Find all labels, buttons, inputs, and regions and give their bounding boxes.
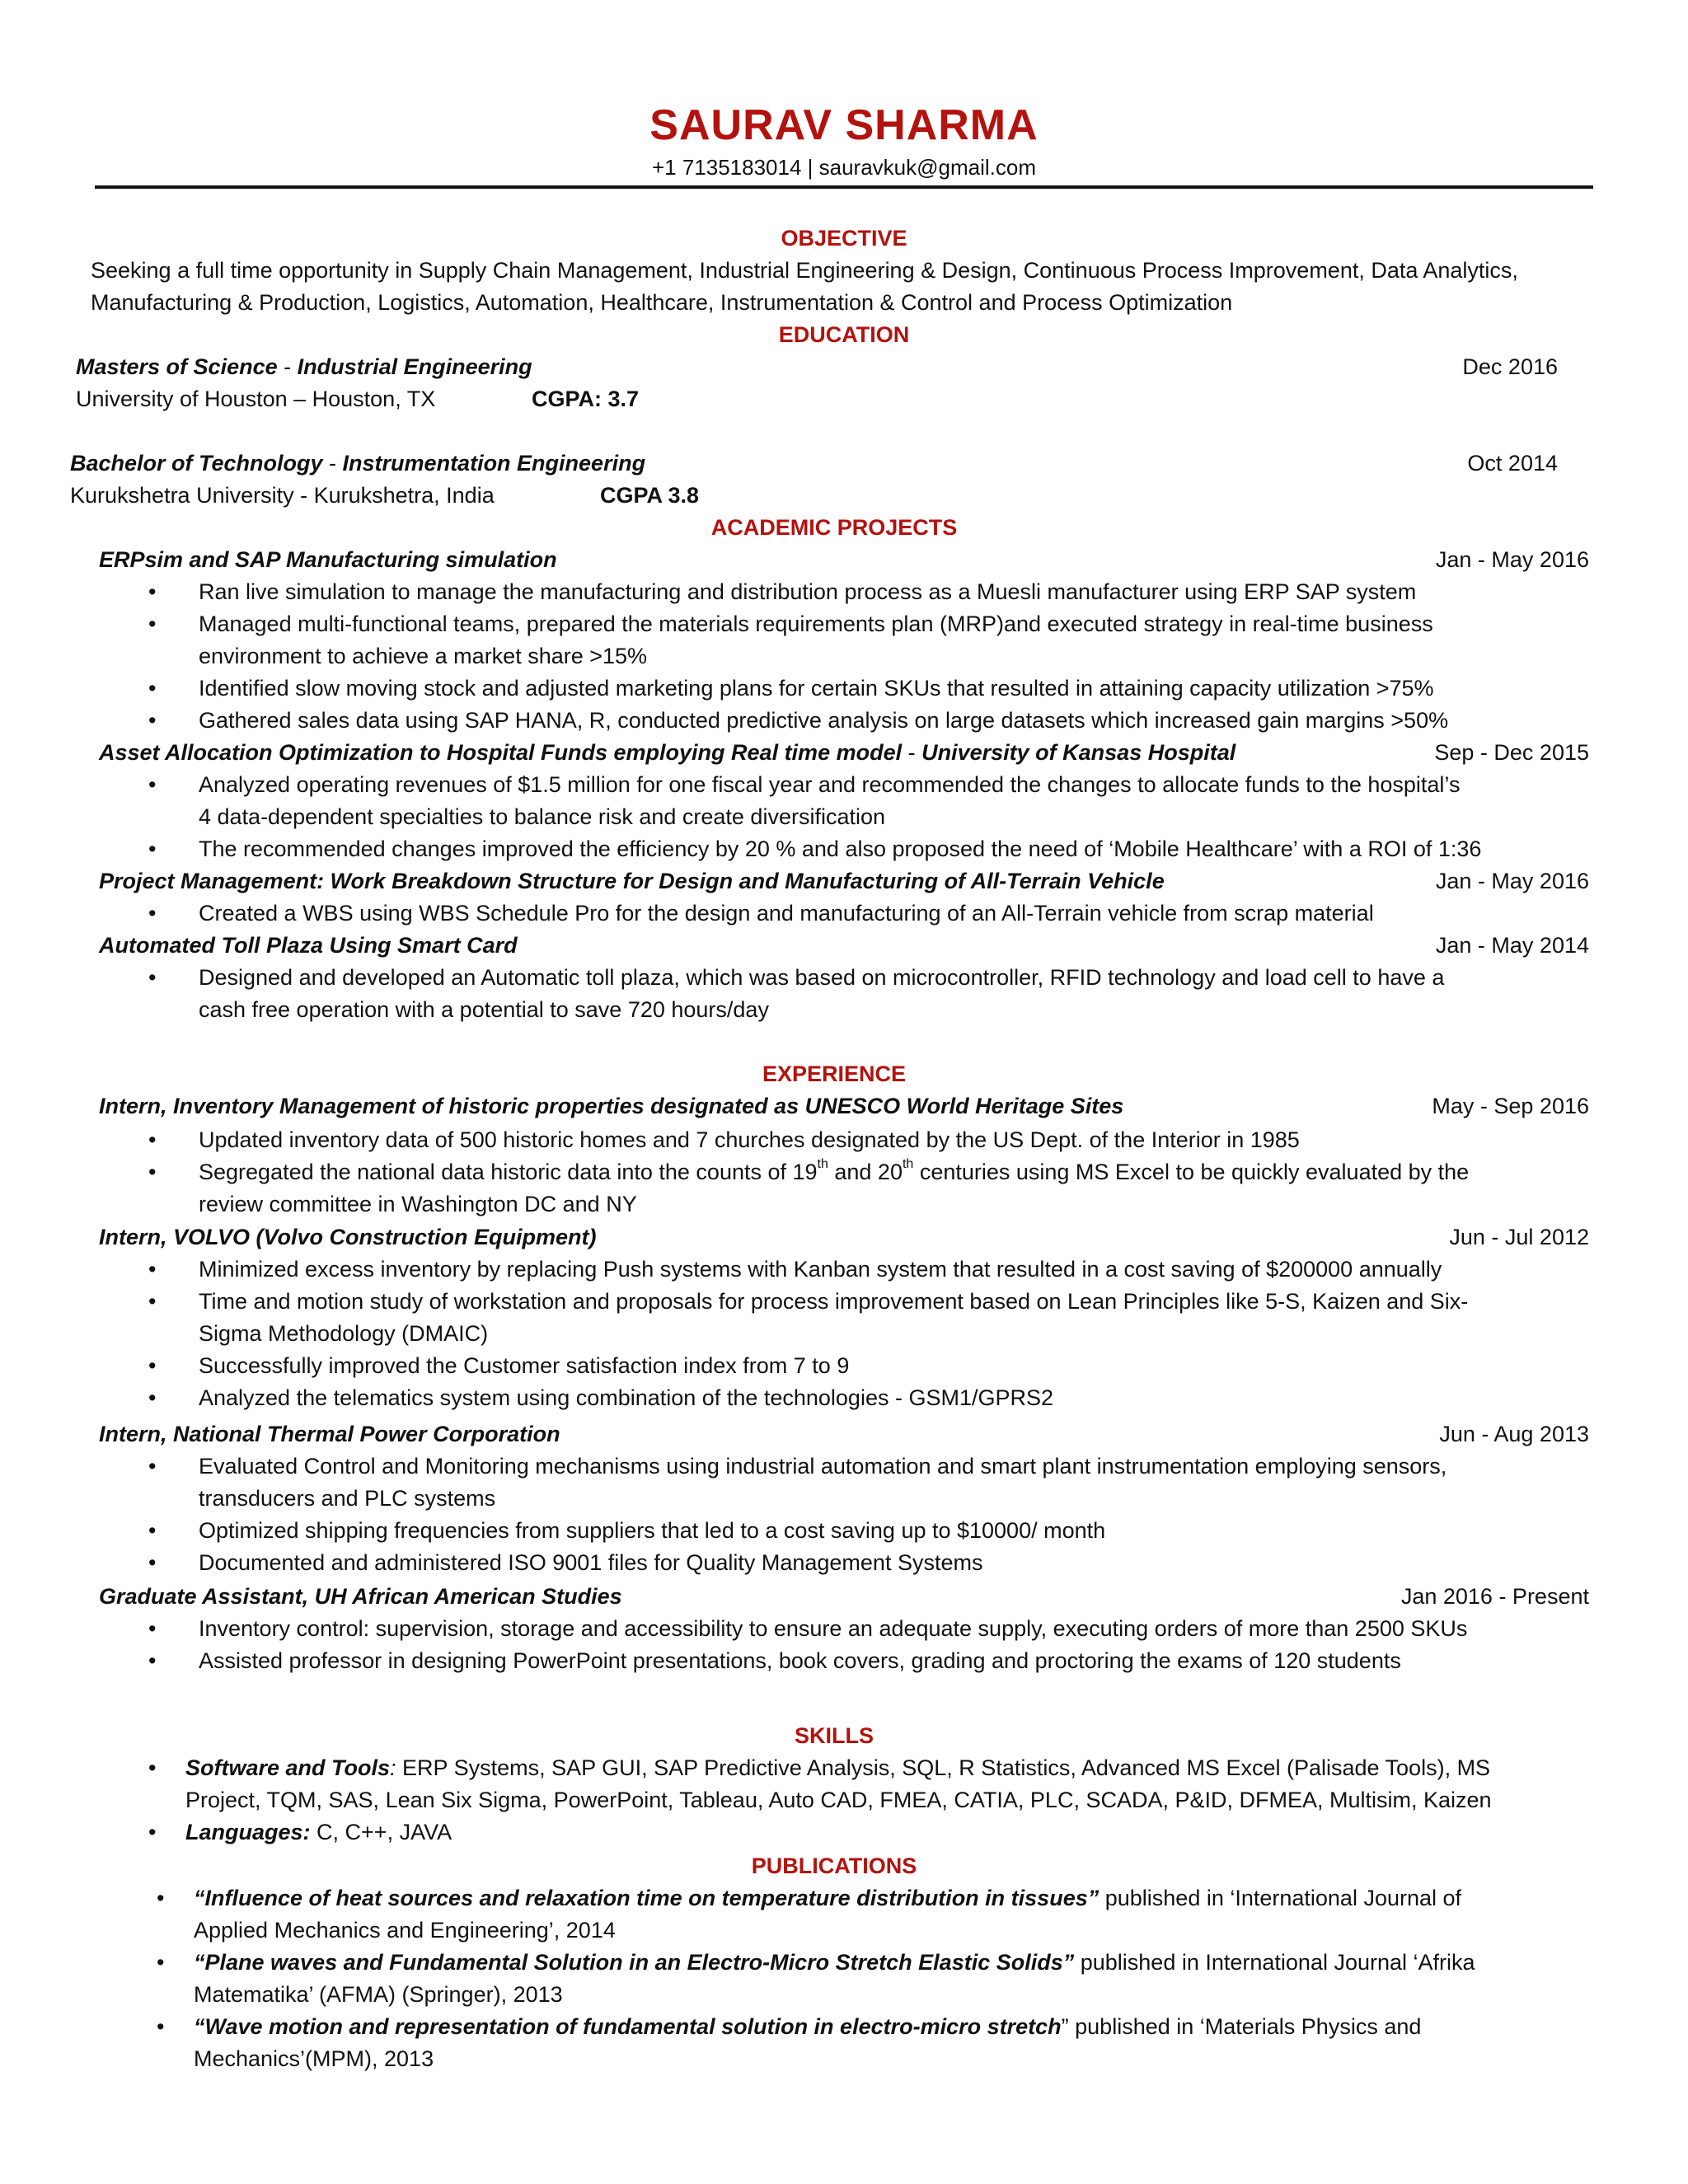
skills-list: [148, 1752, 1599, 1849]
list-item: • Optimized shipping frequencies from suppliers that led to a cost saving up to $10000/ month: [148, 1515, 1599, 1547]
degree-date: Oct 2014: [1467, 451, 1558, 476]
project-date: Jan - May 2016: [1435, 869, 1589, 893]
degree-title: Bachelor of Technology - Instrumentation Engineering: [70, 451, 646, 476]
job-title: Intern, Inventory Management of historic properties designated as UNESCO World Heritage Sites: [99, 1094, 1124, 1118]
experience-heading: EXPERIENCE: [762, 1062, 907, 1086]
objective-line: Manufacturing & Production, Logistics, Automation, Healthcare, Instrumentation & Control and Process Optimization: [91, 290, 1233, 315]
project-title: Project Management: Work Breakdown Structure for Design and Manufacturing of All-Terrain Vehicle: [99, 869, 1165, 893]
list-item-continued: transducers and PLC systems: [199, 1486, 496, 1511]
project-date: Jan - May 2014: [1435, 933, 1589, 958]
project-bullets: [148, 576, 1599, 737]
project-bullets: [148, 769, 1599, 865]
projects-heading: ACADEMIC PROJECTS: [710, 515, 958, 540]
skills-heading: SKILLS: [794, 1723, 874, 1748]
project-entry: [99, 737, 1589, 769]
project-bullets: [148, 962, 1599, 1026]
education-entry-bachelors: [70, 448, 1558, 480]
list-item-continued: review committee in Washington DC and NY: [199, 1192, 637, 1216]
experience-entry: [99, 1221, 1589, 1254]
degree-title: Masters of Science - Industrial Engineering: [76, 354, 532, 379]
education-heading: EDUCATION: [778, 322, 910, 347]
list-item: • Time and motion study of workstation and proposals for process improvement based on Lean Principles like 5-S, Kaizen and Six-: [148, 1286, 1599, 1318]
project-date: Sep - Dec 2015: [1434, 740, 1589, 765]
project-bullets: [148, 898, 1599, 930]
publication-item-continued: Applied Mechanics and Engineering’, 2014: [194, 1918, 616, 1943]
objective-line: Seeking a full time opportunity in Supply Chain Management, Industrial Engineering & Design, Continuous Process Improvement, Data Analytics,: [91, 258, 1518, 283]
list-item-continued: cash free operation with a potential to save 720 hours/day: [199, 997, 769, 1022]
list-item: • The recommended changes improved the efficiency by 20 % and also proposed the need of ‘Mobile Healthcare’ with a ROI of 1:36: [148, 833, 1599, 865]
publications-list: [157, 1882, 1607, 2075]
contact-info: +1 7135183014 | sauravkuk@gmail.com: [651, 155, 1037, 180]
list-item: • Designed and developed an Automatic toll plaza, which was based on microcontroller, RFID technology and load cell to have a: [148, 962, 1599, 994]
project-entry: [99, 930, 1589, 962]
list-item: • Successfully improved the Customer satisfaction index from 7 to 9: [148, 1350, 1599, 1382]
list-item: • Segregated the national data historic data into the counts of 19th and 20th centuries using MS Excel to be quickly evaluated by the: [148, 1156, 1599, 1188]
list-item: • Evaluated Control and Monitoring mechanisms using industrial automation and smart plant instrumentation employing sensors,: [148, 1451, 1599, 1483]
experience-entry: [99, 1090, 1589, 1122]
list-item: • Assisted professor in designing PowerPoint presentations, book covers, grading and proctoring the exams of 120 students: [148, 1645, 1599, 1677]
list-item: • Ran live simulation to manage the manufacturing and distribution process as a Muesli manufacturer using ERP SAP system: [148, 576, 1599, 608]
project-title: Automated Toll Plaza Using Smart Card: [99, 933, 518, 958]
list-item: • Inventory control: supervision, storage and accessibility to ensure an adequate supply, executing orders of more than 2500 SKUs: [148, 1613, 1599, 1645]
publication-item: • “Plane waves and Fundamental Solution in an Electro-Micro Stretch Elastic Solids” published in International Journal ‘Afrika: [157, 1947, 1607, 1979]
skill-software-continued: Project, TQM, SAS, Lean Six Sigma, PowerPoint, Tableau, Auto CAD, FMEA, CATIA, PLC, SCADA, P&ID, DFMEA, Multisim, Kaizen: [185, 1788, 1492, 1812]
job-date: May - Sep 2016: [1432, 1094, 1589, 1118]
education-entry-masters: [76, 351, 1558, 383]
publication-item: • “Wave motion and representation of fundamental solution in electro-micro stretch” published in ‘Materials Physics and: [157, 2011, 1607, 2043]
job-title: Intern, VOLVO (Volvo Construction Equipment): [99, 1225, 597, 1249]
candidate-name: SAURAV SHARMA: [649, 101, 1039, 149]
project-entry: [99, 865, 1589, 898]
experience-bullets: [148, 1254, 1599, 1414]
degree-date: Dec 2016: [1462, 354, 1558, 379]
list-item: • Gathered sales data using SAP HANA, R, conducted predictive analysis on large datasets which increased gain margins >50%: [148, 705, 1599, 737]
job-date: Jun - Aug 2013: [1439, 1422, 1589, 1446]
gpa: CGPA: 3.7: [532, 387, 640, 411]
experience-bullets: [148, 1124, 1599, 1221]
experience-bullets: [148, 1613, 1599, 1677]
project-title: ERPsim and SAP Manufacturing simulation: [99, 547, 557, 572]
list-item: • Created a WBS using WBS Schedule Pro for the design and manufacturing of an All-Terrain vehicle from scrap material: [148, 898, 1599, 930]
publication-item-continued: Matematika’ (AFMA) (Springer), 2013: [194, 1982, 563, 2007]
list-item-continued: environment to achieve a market share >15%: [199, 644, 648, 668]
objective-heading: OBJECTIVE: [781, 226, 907, 251]
school-name: Kurukshetra University - Kurukshetra, India: [70, 483, 495, 508]
experience-entry: [99, 1418, 1589, 1451]
publications-heading: PUBLICATIONS: [751, 1854, 917, 1878]
list-item: • Managed multi-functional teams, prepared the materials requirements plan (MRP)and executed strategy in real-time business: [148, 608, 1599, 640]
list-item: • Minimized excess inventory by replacing Push systems with Kanban system that resulted in a cost saving of $200000 annually: [148, 1254, 1599, 1286]
list-item-continued: Sigma Methodology (DMAIC): [199, 1321, 489, 1346]
project-entry: [99, 544, 1589, 576]
list-item: • Updated inventory data of 500 historic homes and 7 churches designated by the US Dept. of the Interior in 1985: [148, 1124, 1599, 1156]
project-title: Asset Allocation Optimization to Hospital Funds employing Real time model - University of Kansas Hospital: [99, 740, 1236, 765]
project-date: Jan - May 2016: [1435, 547, 1589, 572]
experience-entry: [99, 1581, 1589, 1613]
school-name: University of Houston – Houston, TX: [76, 387, 436, 411]
skill-software: • Software and Tools: ERP Systems, SAP GUI, SAP Predictive Analysis, SQL, R Statistics, Advanced MS Excel (Palisade Tools), MS: [148, 1752, 1599, 1784]
gpa: CGPA 3.8: [600, 483, 700, 508]
job-title: Intern, National Thermal Power Corporation: [99, 1422, 560, 1446]
list-item: • Documented and administered ISO 9001 files for Quality Management Systems: [148, 1547, 1599, 1579]
publication-item-continued: Mechanics’(MPM), 2013: [194, 2046, 434, 2071]
list-item-continued: 4 data-dependent specialties to balance risk and create diversification: [199, 804, 886, 829]
list-item: • Analyzed operating revenues of $1.5 million for one fiscal year and recommended the changes to allocate funds to the hospital’s: [148, 769, 1599, 801]
header-divider: [95, 185, 1593, 189]
list-item: • Identified slow moving stock and adjusted marketing plans for certain SKUs that resulted in attaining capacity utilization >75%: [148, 673, 1599, 705]
publication-item: • “Influence of heat sources and relaxation time on temperature distribution in tissues” published in ‘International Journal of: [157, 1882, 1607, 1915]
list-item: • Analyzed the telematics system using combination of the technologies - GSM1/GPRS2: [148, 1382, 1599, 1414]
job-date: Jan 2016 - Present: [1400, 1584, 1589, 1609]
job-date: Jun - Jul 2012: [1449, 1225, 1589, 1249]
skill-languages: • Languages: C, C++, JAVA: [148, 1816, 1599, 1849]
job-title: Graduate Assistant, UH African American Studies: [99, 1584, 622, 1609]
experience-bullets: [148, 1451, 1599, 1579]
